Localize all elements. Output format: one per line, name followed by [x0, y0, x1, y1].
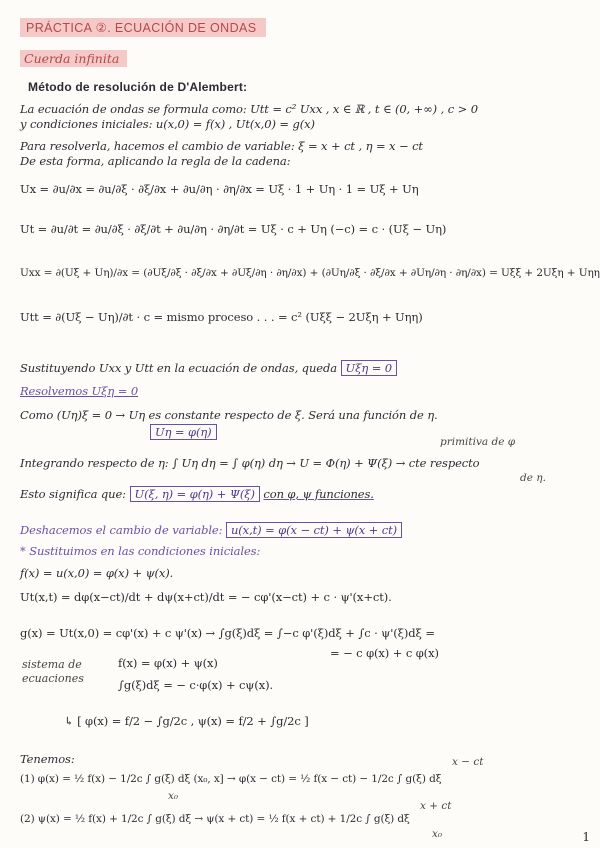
- note-primitiva: primitiva de φ: [440, 436, 516, 448]
- equation-2: (2) ψ(x) = ½ f(x) + 1/2c ∫ g(ξ) dξ → ψ(x + ct) = ½ f(x + ct) + 1/2c ∫ g(ξ) dξ: [20, 813, 410, 825]
- equation-ut: Ut = ∂u/∂t = ∂u/∂ξ · ∂ξ/∂t + ∂u/∂η · ∂η/∂t = Uξ · c + Uη (−c) = c · (Uξ − Uη): [20, 222, 447, 236]
- boxed-u-eta-line: [150, 424, 586, 440]
- significa-text: Esto significa que:: [20, 487, 126, 501]
- text-deshacemos: [20, 522, 586, 538]
- label-sistema: sistema de: [22, 658, 82, 671]
- text-como: Como (Uη)ξ = 0 → Uη es constante respecto de ξ. Será una función de η.: [20, 408, 438, 422]
- equation-ut-xt: Ut(x,t) = dφ(x−ct)/dt + dψ(x+ct)/dt = − cφ'(x−ct) + c · ψ'(x+ct).: [20, 590, 392, 604]
- text-integrando: Integrando respecto de η: ∫ Uη dη = ∫ φ(η) dη → U = Φ(η) + Ψ(ξ) → cte respecto: [20, 456, 480, 470]
- text-line-1: La ecuación de ondas se formula como: Utt = c² Uxx , x ∈ ℝ , t ∈ (0, +∞) , c > 0: [20, 102, 478, 116]
- text-line-2: y condiciones iniciales: u(x,0) = f(x) , Ut(x,0) = g(x): [20, 117, 315, 131]
- resolvemos-heading: Resolvemos Uξη = 0: [20, 384, 139, 398]
- text-significa: [20, 486, 586, 502]
- text-tenemos: Tenemos:: [20, 752, 75, 766]
- boxed-solution-form: U(ξ, η) = φ(η) + Ψ(ξ): [130, 486, 260, 502]
- section-subtitle: Cuerda infinita: [20, 50, 127, 67]
- deshacemos-text: Deshacemos el cambio de variable:: [20, 523, 223, 537]
- text-f-x: f(x) = u(x,0) = φ(x) + ψ(x).: [20, 566, 174, 580]
- limit-x-plus-ct: x + ct: [420, 800, 452, 812]
- page-number: 1: [582, 830, 590, 844]
- page-title: PRÁCTICA ②. ECUACIÓN DE ONDAS: [20, 18, 266, 37]
- label-ecuaciones: ecuaciones: [22, 672, 84, 685]
- boxed-u-eta: Uη = φ(η): [150, 424, 217, 440]
- equation-utt: Utt = ∂(Uξ − Uη)/∂t · c = mismo proceso . . . = c² (Uξξ − 2Uξη + Uηη): [20, 310, 423, 324]
- equation-g-x: g(x) = Ut(x,0) = cφ'(x) + c ψ'(x) → ∫g(ξ)dξ = ∫−c φ'(ξ)dξ + ∫c · ψ'(ξ)dξ =: [20, 626, 435, 640]
- equation-ux: Ux = ∂u/∂x = ∂u/∂ξ · ∂ξ/∂x + ∂u/∂η · ∂η/∂x = Uξ · 1 + Uη · 1 = Uξ + Uη: [20, 182, 419, 196]
- method-heading: Método de resolución de D'Alembert:: [28, 80, 248, 94]
- equation-g-x-result: = − c φ(x) + c φ(x): [330, 646, 439, 660]
- text-substitution: [20, 360, 586, 376]
- limit-x0-2: x₀: [432, 828, 443, 840]
- limit-x-minus-ct: x − ct: [452, 756, 484, 768]
- text-line-3: Para resolverla, hacemos el cambio de variable: ξ = x + ct , η = x − ct: [20, 139, 423, 153]
- text-sustituimos: * Sustituimos en las condiciones iniciales:: [20, 544, 261, 558]
- system-eq-1: f(x) = φ(x) + ψ(x): [118, 656, 218, 670]
- boxed-result-equation: Uξη = 0: [341, 360, 397, 376]
- substitution-text: Sustituyendo Uxx y Utt en la ecuación de ondas, queda: [20, 361, 337, 375]
- equation-uxx: Uxx = ∂(Uξ + Uη)/∂x = (∂Uξ/∂ξ · ∂ξ/∂x + ∂Uξ/∂η · ∂η/∂x) + (∂Uη/∂ξ · ∂ξ/∂x + ∂Uη/∂η · ∂η/∂x) = Uξξ + 2Uξη + Uηη: [20, 267, 600, 279]
- equation-1: (1) φ(x) = ½ f(x) − 1/2c ∫ g(ξ) dξ (x₀, x] → φ(x − ct) = ½ f(x − ct) − 1/2c ∫ g(ξ) dξ: [20, 773, 442, 785]
- system-eq-2: ∫g(ξ)dξ = − c·φ(x) + cψ(x).: [118, 678, 274, 692]
- boxed-solution-xt: u(x,t) = φ(x − ct) + ψ(x + ct): [226, 522, 402, 538]
- limit-x0-1: x₀: [168, 790, 179, 802]
- equation-phi-psi: ↳ [ φ(x) = f/2 − ∫g/2c , ψ(x) = f/2 + ∫g/2c ]: [64, 714, 309, 728]
- note-de-eta: de η.: [520, 472, 546, 484]
- con-funciones-text: con φ, ψ funciones.: [263, 487, 374, 501]
- text-line-4: De esta forma, aplicando la regla de la cadena:: [20, 154, 291, 168]
